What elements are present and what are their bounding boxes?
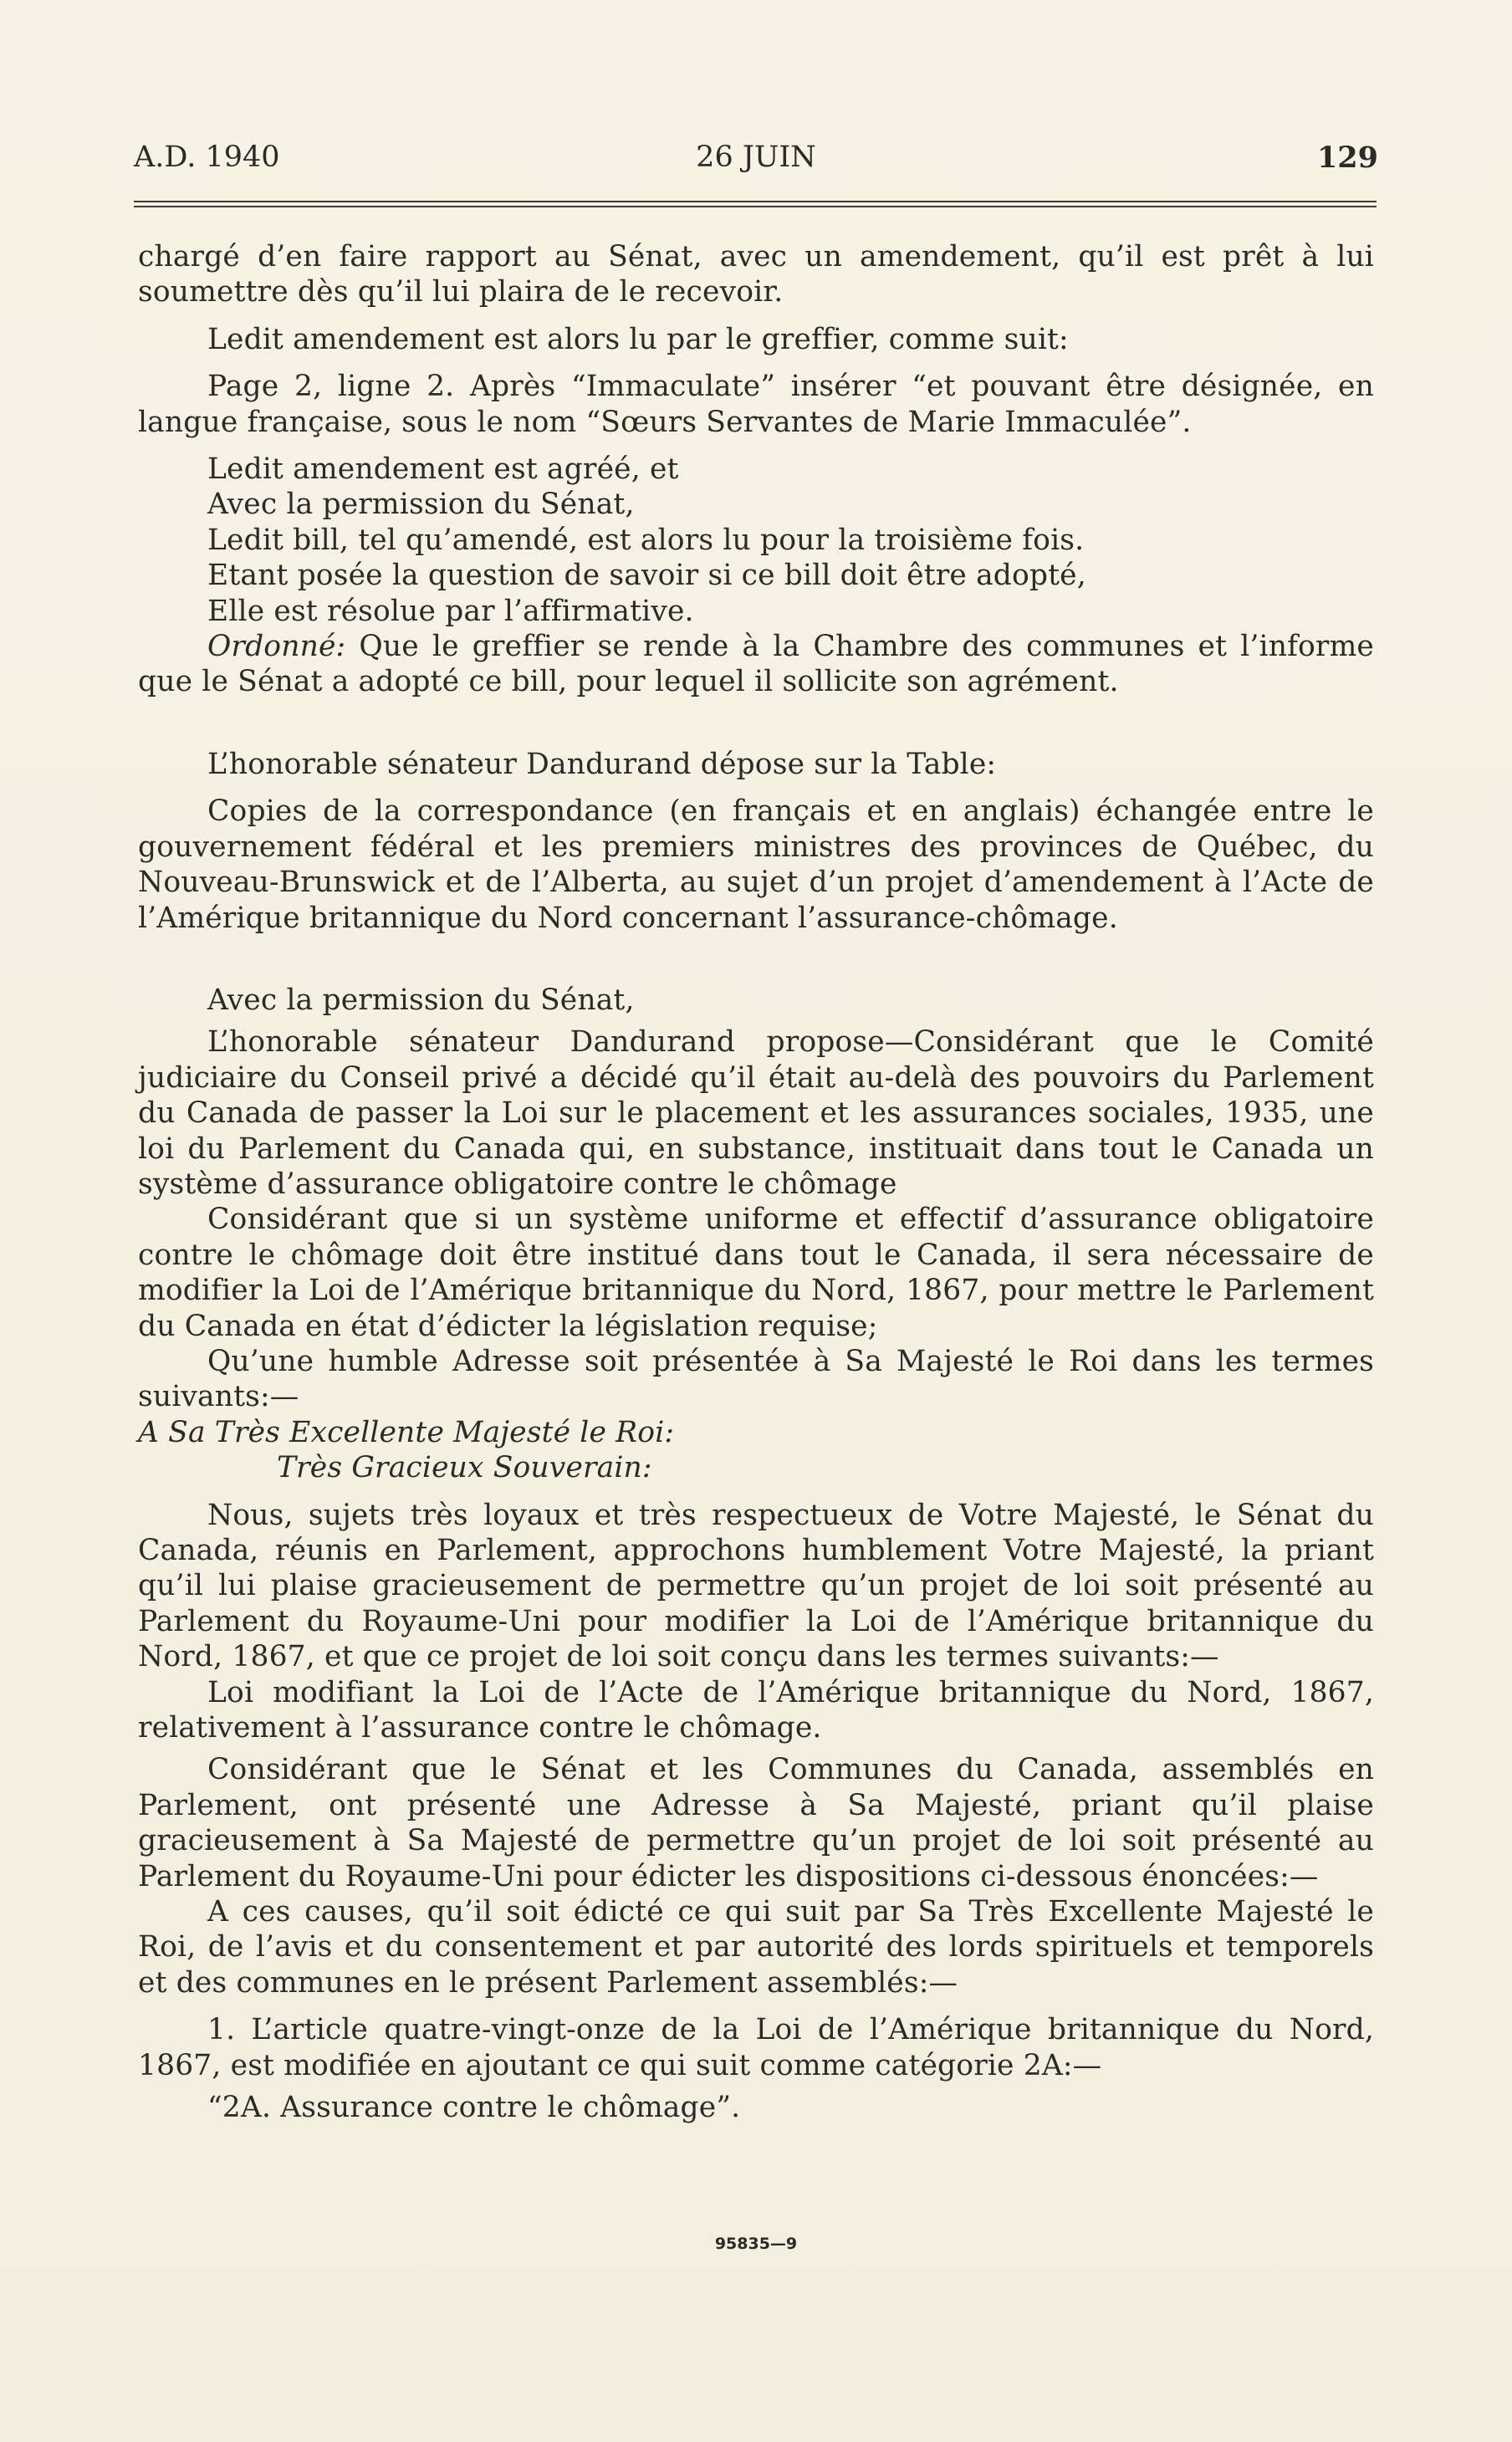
paragraph: Ledit amendement est alors lu par le greffier, comme suit: <box>207 322 1069 356</box>
paragraph: Considérant que si un système uniforme et effectif d’assurance obligatoire contre le chômage doit être institué dans tout le Canada, il sera nécessaire de modifier la Loi de l’Amérique britannique du Nord, 1867, pour mettre le Parlement du Canada en état d’édicter la législation requise; <box>138 1203 1374 1343</box>
paragraph: Qu’une humble Adresse soit présentée à Sa Majesté le Roi dans les termes suivants:— <box>138 1344 1374 1414</box>
paragraph: L’honorable sénateur Dandurand propose—Considérant que le Comité judiciaire du Conseil privé a décidé qu’il était au-delà des pouvoirs du Parlement du Canada de passer la Loi sur le placement et les assurances sociales, 1935, une loi du Parlement du Canada qui, en substance, instituait dans tout le Canada un système d’assurance obligatoire contre le chômage <box>138 1025 1374 1201</box>
printer-code: 95835—9 <box>714 2235 798 2253</box>
ordonne-paragraph <box>138 629 1374 700</box>
page-number: 129 <box>1316 140 1378 175</box>
paragraph: Ledit bill, tel qu’amendé, est alors lu pour la troisième fois. <box>207 523 1085 557</box>
paragraph: Ledit amendement est agréé, et <box>207 452 679 487</box>
paragraph: L’honorable sénateur Dandurand dépose sur la Table: <box>207 747 997 781</box>
header-date: 26 JUIN <box>696 140 816 174</box>
header-rule-top <box>134 201 1377 202</box>
paragraph: Nous, sujets très loyaux et très respectueux de Votre Majesté, le Sénat du Canada, réunis en Parlement, approchons humblement Votre Majesté, la priant qu’il lui plaise gracieusement de permettre qu’un projet de loi soit présenté au Parlement du Royaume-Uni pour modifier la Loi de l’Amérique britannique du Nord, 1867, et que ce projet de loi soit conçu dans les termes suivants:— <box>138 1498 1374 1674</box>
paragraph: 1. L’article quatre-vingt-onze de la Loi de l’Amérique britannique du Nord, 1867, est modifiée en ajoutant ce qui suit comme catégorie 2A:— <box>138 2013 1374 2082</box>
page-body <box>138 239 1374 2126</box>
page-header <box>134 140 1378 181</box>
ordonne-label: Ordonné: <box>207 630 346 664</box>
header-rule-bottom <box>134 206 1377 207</box>
paragraph: Elle est résolue par l’affirmative. <box>207 594 694 628</box>
paragraph: Loi modifiant la Loi de l’Acte de l’Amérique britannique du Nord, 1867, relativement à l’assurance contre le chômage. <box>138 1675 1374 1745</box>
paragraph: Considérant que le Sénat et les Communes du Canada, assemblés en Parlement, ont présenté une Adresse à Sa Majesté, priant qu’il plaise gracieusement à Sa Majesté de permettre qu’un projet de loi soit présenté au Parlement du Royaume-Uni pour édicter les dispositions ci-dessous énoncées:— <box>138 1753 1374 1893</box>
paragraph: Etant posée la question de savoir si ce bill doit être adopté, <box>207 559 1086 593</box>
paragraph: “2A. Assurance contre le chômage”. <box>207 2091 741 2125</box>
paragraph: chargé d’en faire rapport au Sénat, avec un amendement, qu’il est prêt à lui soumettre dès qu’il lui plaira de le recevoir. <box>138 240 1374 309</box>
paragraph: A ces causes, qu’il soit édicté ce qui suit par Sa Très Excellente Majesté le Roi, de l’avis et du consentement et par autorité des lords spirituels et temporels et des communes en le présent Parlement assemblés:— <box>138 1895 1374 2000</box>
header-year: A.D. 1940 <box>134 140 280 174</box>
salutation: Très Gracieux Souverain: <box>277 1451 652 1485</box>
address-heading: A Sa Très Excellente Majesté le Roi: <box>138 1415 675 1449</box>
paragraph: Page 2, ligne 2. Après “Immaculate” insérer “et pouvant être désignée, en langue française, sous le nom “Sœurs Servantes de Marie Immaculée”. <box>138 370 1374 439</box>
paragraph: Copies de la correspondance (en français et en anglais) échangée entre le gouvernement fédéral et les premiers ministres des provinces de Québec, du Nouveau-Brunswick et de l’Alberta, au sujet d’un projet d’amendement à l’Acte de l’Amérique britannique du Nord concernant l’assurance-chômage. <box>138 794 1374 935</box>
paragraph: Avec la permission du Sénat, <box>207 488 635 522</box>
paragraph: Avec la permission du Sénat, <box>207 983 635 1017</box>
ordonne-text: Que le greffier se rende à la Chambre des communes et l’informe que le Sénat a adopté ce bill, pour lequel il sollicite son agrément. <box>138 630 1374 699</box>
